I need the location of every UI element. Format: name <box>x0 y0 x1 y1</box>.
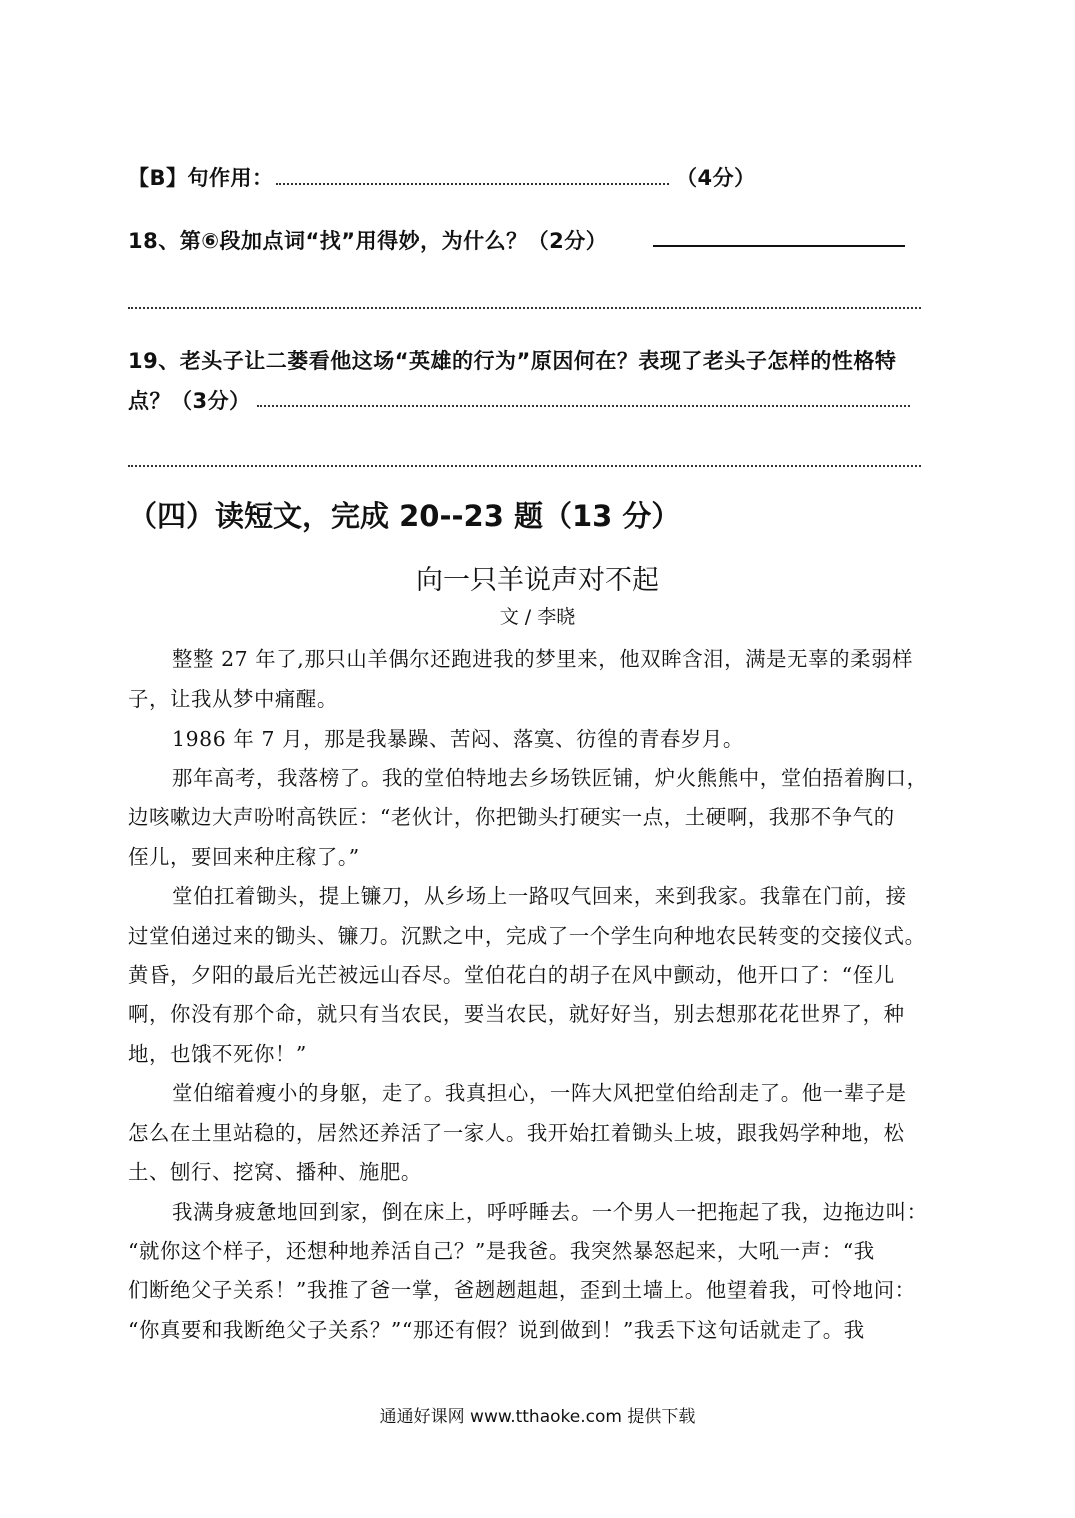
article-author: 文 / 李晓 <box>499 606 576 628</box>
article-line: “你真要和我断绝父子关系？”“那还有假？说到做到！”我丢下这句话就走了。我 <box>128 1318 865 1342</box>
question-19-line2: 点？（3分） <box>128 389 251 413</box>
answer-line-19[interactable] <box>257 405 910 407</box>
article-line: 堂伯缩着瘦小的身躯，走了。我真担心，一阵大风把堂伯给刮走了。他一辈子是 <box>172 1081 907 1105</box>
article-line: 们断绝父子关系！”我推了爸一掌，爸趔趔趄趄，歪到土墙上。他望着我，可怜地问： <box>128 1278 916 1302</box>
question-18: 18、第⑥段加点词“找”用得妙，为什么？（2分） <box>128 229 608 253</box>
answer-line-b[interactable] <box>276 183 669 185</box>
answer-line-18[interactable] <box>653 245 905 247</box>
article-line: 侄儿，要回来种庄稼了。” <box>128 845 360 869</box>
article-line: 黄昏，夕阳的最后光芒被远山吞尽。堂伯花白的胡子在风中颤动，他开口了：“侄儿 <box>128 963 895 987</box>
page-footer: 通通好课网 www.tthaoke.com 提供下载 <box>379 1407 696 1427</box>
article-line: 怎么在土里站稳的，居然还养活了一家人。我开始扛着锄头上坡，跟我妈学种地，松 <box>128 1121 905 1145</box>
answer-line-19-extra[interactable] <box>128 465 921 467</box>
question-b-label: 【B】句作用： <box>128 166 274 190</box>
article-line: 整整 27 年了,那只山羊偶尔还跑进我的梦里来，他双眸含泪，满是无辜的柔弱样 <box>172 647 914 671</box>
article-line: 过堂伯递过来的锄头、镰刀。沉默之中，完成了一个学生向种地农民转变的交接仪式。 <box>128 924 926 948</box>
question-19-line1: 19、老头子让二蒌看他这场“英雄的行为”原因何在？表现了老头子怎样的性格特 <box>128 349 897 373</box>
article-line: 那年高考，我落榜了。我的堂伯特地去乡场铁匠铺，炉火熊熊中，堂伯捂着胸口， <box>172 766 928 790</box>
article-line: 堂伯扛着锄头，提上镰刀，从乡场上一路叹气回来，来到我家。我靠在门前，接 <box>172 884 907 908</box>
article-line: 我满身疲惫地回到家，倒在床上，呼呼睡去。一个男人一把拖起了我，边拖边叫： <box>172 1200 928 1224</box>
article-line: “就你这个样子，还想种地养活自己？”是我爸。我突然暴怒起来，大吼一声：“我 <box>128 1239 875 1263</box>
question-b-score: （4分） <box>676 166 756 190</box>
article-line: 子，让我从梦中痛醒。 <box>128 687 338 711</box>
answer-line-18-extra[interactable] <box>128 307 921 309</box>
section-heading: （四）读短文，完成 20--23 题（13 分） <box>128 499 681 533</box>
article-line: 边咳嗽边大声吩咐高铁匠：“老伙计，你把锄头打硬实一点，土硬啊，我那不争气的 <box>128 805 895 829</box>
article-line: 地，也饿不死你！” <box>128 1042 307 1066</box>
article-line: 土、刨行、挖窝、播种、施肥。 <box>128 1160 422 1184</box>
article-line: 啊，你没有那个命，就只有当农民，要当农民，就好好当，别去想那花花世界了，种 <box>128 1002 905 1026</box>
article-line: 1986 年 7 月，那是我暴躁、苦闷、落寞、彷徨的青春岁月。 <box>172 727 744 751</box>
article-title: 向一只羊说声对不起 <box>416 565 659 596</box>
